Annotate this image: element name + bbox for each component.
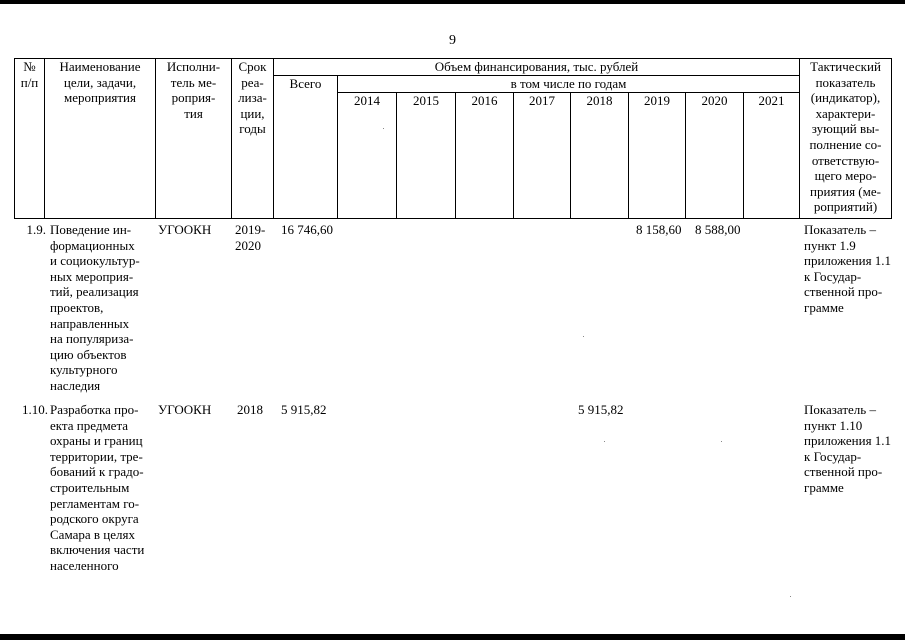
header-year: 2019 bbox=[629, 92, 686, 218]
header-total: Всего bbox=[274, 75, 338, 218]
header-year: 2014 bbox=[338, 92, 397, 218]
header-executor: Исполни- тель ме- роприя- тия bbox=[156, 59, 232, 219]
row-year-2018: 5 915,82 bbox=[578, 402, 624, 417]
row-indicator: Показатель – пункт 1.10 приложения 1.1 к Государ- ственной про- грамме bbox=[804, 402, 892, 495]
row-name: Поведение ин- формационных и социокультур- ных мероприя- тий, реализация проектов, направленных на популяриза- цию объектов культурного наследия bbox=[50, 222, 140, 393]
header-by-years: в том числе по годам bbox=[338, 75, 800, 92]
page-number: 9 bbox=[449, 33, 456, 48]
row-indicator: Показатель – пункт 1.9 приложения 1.1 к Государ- ственной про- грамме bbox=[804, 222, 892, 315]
scan-speck bbox=[790, 596, 791, 597]
row-number: 1.9. bbox=[26, 222, 46, 237]
row-term: 2018 bbox=[237, 402, 263, 417]
scan-speck bbox=[583, 336, 584, 337]
header-year: 2021 bbox=[744, 92, 800, 218]
header-number: № п/п bbox=[15, 59, 45, 219]
row-total: 16 746,60 bbox=[281, 222, 333, 237]
row-executor: УГООКН bbox=[158, 222, 212, 237]
header-financing: Объем финансирования, тыс. рублей bbox=[274, 59, 800, 76]
header-year: 2017 bbox=[514, 92, 571, 218]
header-term: Срок реа- лиза- ции, годы bbox=[232, 59, 274, 219]
bottom-border-rule bbox=[0, 634, 905, 640]
header-indicator: Тактический показатель (индикатор), характери- зующий вы- полнение со- ответствую- щего меро- приятия (ме- роприятий) bbox=[800, 59, 892, 219]
row-year-2020: 8 588,00 bbox=[695, 222, 741, 237]
row-name: Разработка про- екта предмета охраны и границ территории, тре- бований к градо- строительным регламентам го- родского округа Самара в целях включения части населенного bbox=[50, 402, 145, 573]
financing-table bbox=[14, 58, 892, 219]
row-number: 1.10. bbox=[22, 402, 48, 417]
header-year: 2020 bbox=[686, 92, 744, 218]
row-total: 5 915,82 bbox=[281, 402, 327, 417]
header-name: Наименование цели, задачи, мероприятия bbox=[45, 59, 156, 219]
row-term: 2019- 2020 bbox=[235, 222, 266, 253]
header-year: 2015 bbox=[397, 92, 456, 218]
header-year: 2016 bbox=[456, 92, 514, 218]
top-border-rule bbox=[0, 0, 905, 4]
scan-speck bbox=[721, 441, 722, 442]
header-year: 2018 bbox=[571, 92, 629, 218]
scan-speck bbox=[604, 441, 605, 442]
row-year-2019: 8 158,60 bbox=[636, 222, 682, 237]
scan-speck bbox=[383, 128, 384, 129]
row-executor: УГООКН bbox=[158, 402, 212, 417]
